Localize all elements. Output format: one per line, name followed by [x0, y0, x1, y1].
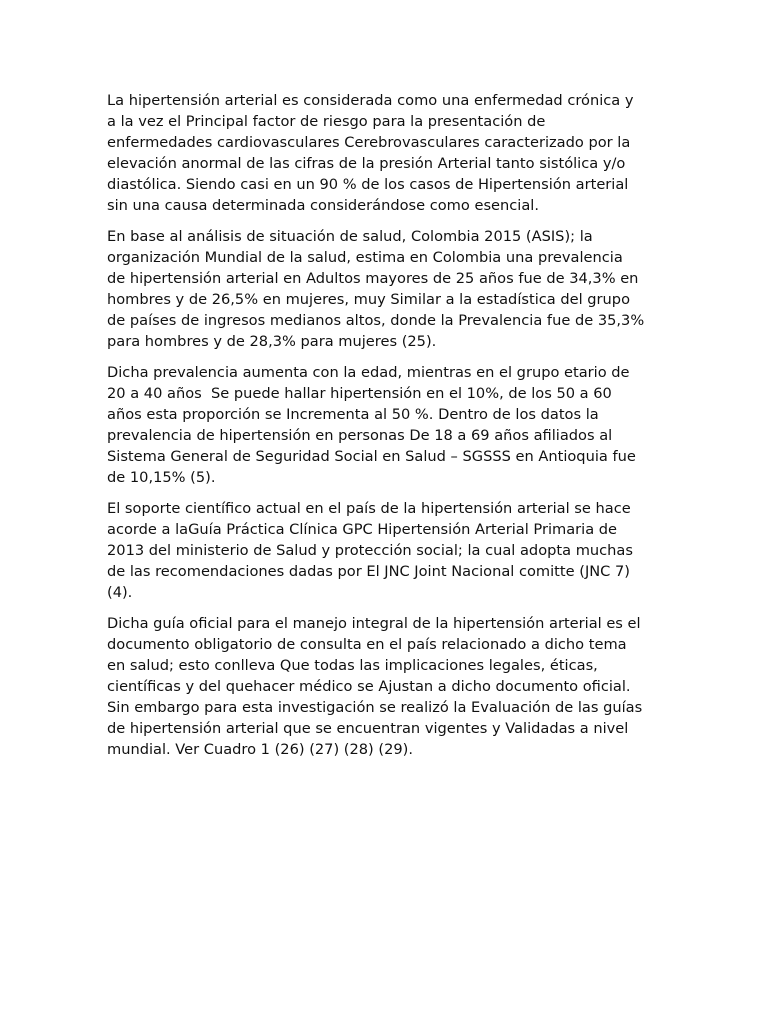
text-line: Dicha prevalencia aumenta con la edad, mientras en el grupo etario de [107, 364, 630, 381]
text-line: En base al análisis de situación de salud, Colombia 2015 (ASIS); la [107, 228, 593, 245]
paragraph-1 [107, 90, 672, 216]
text-line: Sin embargo para esta investigación se realizó la Evaluación de las guías [107, 699, 643, 716]
text-line: años esta proporción se Incrementa al 50 %. Dentro de los datos la [107, 406, 599, 423]
text-line: enfermedades cardiovasculares Cerebrovasculares caracterizado por la [107, 134, 631, 151]
text-line: El soporte científico actual en el país de la hipertensión arterial se hace [107, 500, 631, 517]
text-line: 20 a 40 años Se puede hallar hipertensión en el 10%, de los 50 a 60 [107, 385, 612, 402]
text-line: acorde a laGuía Práctica Clínica GPC Hipertensión Arterial Primaria de [107, 521, 618, 538]
text-line: diastólica. Siendo casi en un 90 % de los casos de Hipertensión arterial [107, 176, 629, 193]
paragraph-5 [107, 613, 672, 760]
text-line: de hipertensión arterial en Adultos mayores de 25 años fue de 34,3% en [107, 270, 639, 287]
text-line: Dicha guía oficial para el manejo integral de la hipertensión arterial es el [107, 615, 641, 632]
text-line: a la vez el Principal factor de riesgo para la presentación de [107, 113, 546, 130]
paragraph-2 [107, 226, 672, 352]
text-line: sin una causa determinada considerándose como esencial. [107, 197, 539, 214]
text-line: de las recomendaciones dadas por El JNC Joint Nacional comitte (JNC 7) [107, 563, 630, 580]
text-line: científicas y del quehacer médico se Ajustan a dicho documento oficial. [107, 678, 631, 695]
text-line: organización Mundial de la salud, estima en Colombia una prevalencia [107, 249, 623, 266]
text-line: prevalencia de hipertensión en personas De 18 a 69 años afiliados al [107, 427, 613, 444]
text-line: documento obligatorio de consulta en el país relacionado a dicho tema [107, 636, 627, 653]
text-line: hombres y de 26,5% en mujeres, muy Similar a la estadística del grupo [107, 291, 630, 308]
text-line: mundial. Ver Cuadro 1 (26) (27) (28) (29). [107, 741, 413, 758]
text-line: La hipertensión arterial es considerada como una enfermedad crónica y [107, 92, 634, 109]
text-line: de hipertensión arterial que se encuentran vigentes y Validadas a nivel [107, 720, 629, 737]
document-body [107, 90, 672, 770]
text-line: 2013 del ministerio de Salud y protección social; la cual adopta muchas [107, 542, 633, 559]
text-line: (4). [107, 584, 133, 601]
text-line: de países de ingresos medianos altos, donde la Prevalencia fue de 35,3% [107, 312, 645, 329]
paragraph-3 [107, 362, 672, 488]
paragraph-4 [107, 498, 672, 603]
text-line: elevación anormal de las cifras de la presión Arterial tanto sistólica y/o [107, 155, 626, 172]
text-line: Sistema General de Seguridad Social en Salud – SGSSS en Antioquia fue [107, 448, 636, 465]
text-line: para hombres y de 28,3% para mujeres (25). [107, 333, 437, 350]
text-line: de 10,15% (5). [107, 469, 216, 486]
text-line: en salud; esto conlleva Que todas las implicaciones legales, éticas, [107, 657, 598, 674]
